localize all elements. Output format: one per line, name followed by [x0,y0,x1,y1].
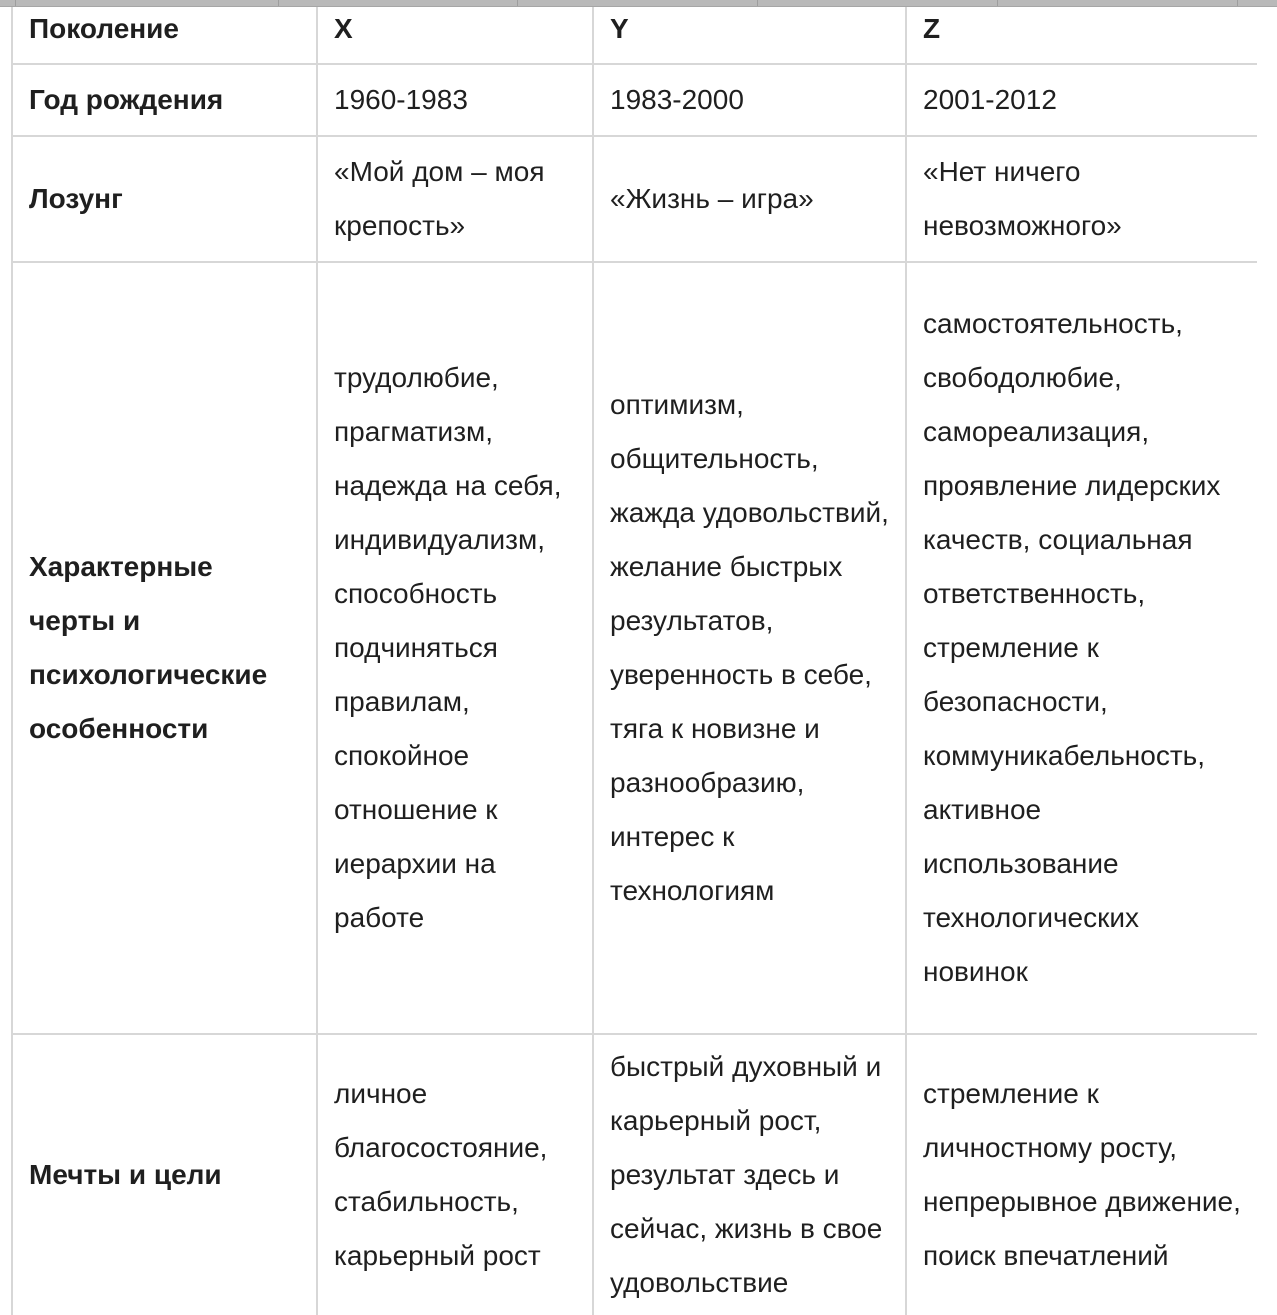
row-label: Год рождения [12,64,317,136]
toolbar-divider [278,0,279,6]
cell-x: личное благосостояние, стабильность, карьерный рост [317,1034,593,1315]
toolbar-divider [1237,0,1238,6]
cell-y: «Жизнь – игра» [593,136,906,262]
top-toolbar-strip [0,0,1277,7]
cell-z: самостоятельность, свободолюбие, самореализация, проявление лидерских качеств, социальная ответственность, стремление к безопасности, коммуникабельность, активное использование технологических новинок [906,262,1257,1034]
cell-y: быстрый духовный и карьерный рост, результат здесь и сейчас, жизнь в свое удовольствие [593,1034,906,1315]
cell-z: «Нет ничего невозможного» [906,136,1257,262]
table-header-row [12,7,1257,64]
toolbar-divider [517,0,518,6]
cell-y: 1983-2000 [593,64,906,136]
toolbar-divider [15,0,16,6]
row-label: Лозунг [12,136,317,262]
table-row-traits [12,262,1257,1034]
cell-x: «Мой дом – моя крепость» [317,136,593,262]
generations-table [11,7,1257,1315]
row-label: Характерные черты и психологические особенности [12,262,317,1034]
table-row-birth-year [12,64,1257,136]
table-row-slogan [12,136,1257,262]
toolbar-divider [757,0,758,6]
cell-z: 2001-2012 [906,64,1257,136]
cell-z: стремление к личностному росту, непрерывное движение, поиск впечатлений [906,1034,1257,1315]
cell-x: 1960-1983 [317,64,593,136]
table-row-dreams-goals [12,1034,1257,1315]
cell-y: оптимизм, общительность, жажда удовольствий, желание быстрых результатов, уверенность в себе, тяга к новизне и разнообразию, интерес к технологиям [593,262,906,1034]
header-label-generation: Поколение [12,7,317,64]
header-column-x: X [317,7,593,64]
header-column-y: Y [593,7,906,64]
cell-x: трудолюбие, прагматизм, надежда на себя, индивидуализм, способность подчиняться правилам, спокойное отношение к иерархии на работе [317,262,593,1034]
row-label: Мечты и цели [12,1034,317,1315]
header-column-z: Z [906,7,1257,64]
toolbar-divider [997,0,998,6]
